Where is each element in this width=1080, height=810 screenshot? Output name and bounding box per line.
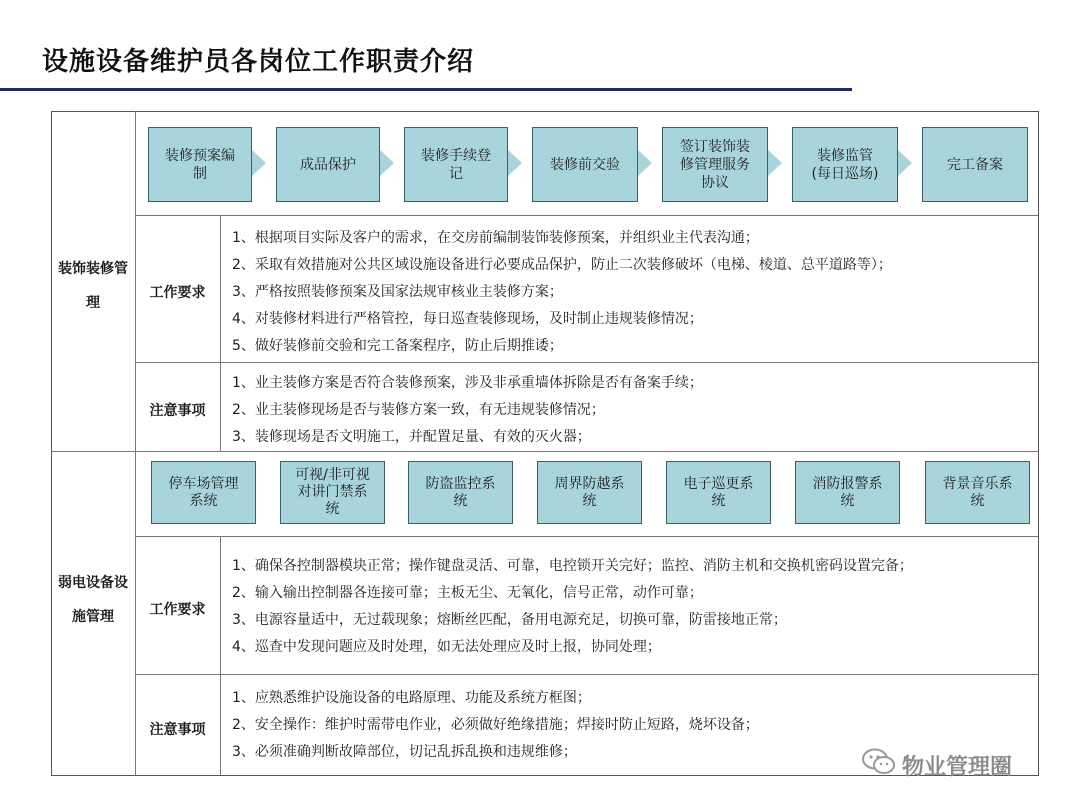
requirements-label: 工作要求 — [149, 602, 206, 618]
arrow-right-icon — [898, 150, 912, 176]
row-divider — [135, 674, 1038, 675]
flow-step: 装修预案编 制 — [148, 127, 252, 202]
flow-step: 装修监管 (每日巡场) — [792, 127, 898, 202]
requirement-item: 2、采取有效措施对公共区域设施设备进行必要成品保护，防止二次装修破坏（电梯、棱道、总平道路等）； — [232, 257, 892, 273]
note-item: 1、应熟悉维护设施设备的电路原理、功能及系统方框图； — [232, 690, 591, 706]
row-divider — [135, 215, 1038, 216]
requirement-item: 3、严格按照装修预案及国家法规审核业主装修方案； — [232, 284, 563, 300]
flow-step: 签订装饰装 修管理服务 协议 — [662, 127, 768, 202]
system-box: 周界防越系 统 — [537, 461, 642, 524]
note-item: 3、必须准确判断故障部位，切记乱拆乱换和违规维修； — [232, 744, 577, 760]
flow-step: 装修手续登 记 — [404, 127, 508, 202]
system-box: 消防报警系 统 — [795, 461, 900, 524]
note-item: 2、安全操作：维护时需带电作业，必须做好绝缘措施；焊接时防止短路，烧坏设备； — [232, 717, 759, 733]
system-box: 可视/非可视 对讲门禁系 统 — [280, 461, 385, 524]
label-column-divider — [220, 215, 221, 451]
system-box: 背景音乐系 统 — [925, 461, 1030, 524]
requirement-item: 5、做好装修前交验和完工备案程序，防止后期推诿； — [232, 338, 563, 354]
note-item: 3、装修现场是否文明施工，并配置足量、有效的灭火器； — [232, 429, 591, 445]
requirement-item: 3、电源容量适中，无过载现象；熔断丝匹配，备用电源充足，切换可靠，防雷接地正常； — [232, 612, 787, 628]
system-box: 停车场管理 系统 — [151, 461, 256, 524]
notes-label: 注意事项 — [149, 722, 206, 738]
requirement-item: 1、根据项目实际及客户的需求，在交房前编制装饰装修预案，并组织业主代表沟通； — [232, 230, 759, 246]
row-divider — [135, 362, 1038, 363]
watermark-text: 物业管理圈 — [902, 754, 1013, 780]
system-box: 防盗监控系 统 — [408, 461, 513, 524]
requirement-item: 4、巡查中发现问题应及时处理，如无法处理应及时上报，协同处理； — [232, 639, 661, 655]
notes-label: 注意事项 — [149, 403, 206, 419]
arrow-right-icon — [252, 150, 266, 176]
requirements-label: 工作要求 — [149, 285, 206, 301]
watermark — [862, 748, 1012, 782]
requirement-item: 2、输入输出控制器各连接可靠；主板无尘、无氧化，信号正常，动作可靠； — [232, 585, 703, 601]
category-label: 弱电设备设 施管理 — [58, 575, 128, 625]
system-box: 电子巡更系 统 — [666, 461, 771, 524]
flow-step: 完工备案 — [922, 127, 1028, 202]
flow-step: 装修前交验 — [532, 127, 638, 202]
note-item: 2、业主装修现场是否与装修方案一致，有无违规装修情况； — [232, 402, 605, 418]
requirement-item: 1、确保各控制器模块正常；操作键盘灵活、可靠，电控锁开关完好；监控、消防主机和交换机密码设置完备； — [232, 558, 913, 574]
requirement-item: 4、对装修材料进行严格管控，每日巡查装修现场，及时制止违规装修情况； — [232, 311, 703, 327]
arrow-right-icon — [508, 150, 522, 176]
arrow-right-icon — [638, 150, 652, 176]
title-underline — [0, 88, 852, 91]
row-divider — [135, 536, 1038, 537]
note-item: 1、业主装修方案是否符合装修预案，涉及非承重墙体拆除是否有备案手续； — [232, 375, 703, 391]
category-label: 装饰装修管 理 — [58, 261, 128, 311]
wechat-icon — [862, 748, 896, 782]
flow-step: 成品保护 — [276, 127, 380, 202]
arrow-right-icon — [380, 150, 394, 176]
section-divider — [51, 451, 1038, 452]
category-column-divider — [135, 111, 136, 775]
page-title: 设施设备维护员各岗位工作职责介绍 — [42, 47, 475, 77]
label-column-divider — [220, 536, 221, 775]
arrow-right-icon — [768, 150, 782, 176]
